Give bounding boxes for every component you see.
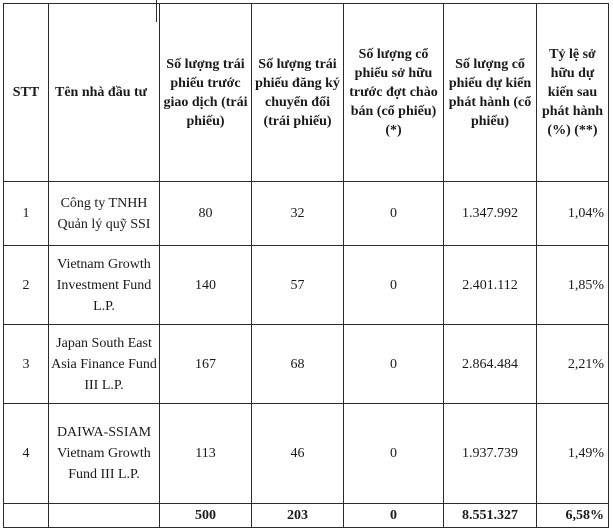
cell-total-ownership-ratio: 6,58% (537, 504, 609, 528)
cell-total-shares-before: 0 (344, 504, 444, 528)
header-bonds-before: Số lượng trái phiếu trước giao dịch (trái phiếu) (160, 4, 252, 182)
cell-bonds-registered: 68 (252, 325, 344, 404)
cell-bonds-registered: 57 (252, 246, 344, 325)
header-bonds-registered: Số lượng trái phiếu đăng ký chuyển đổi (trái phiếu) (252, 4, 344, 182)
cell-stt: 3 (4, 325, 49, 404)
cell-bonds-before: 140 (160, 246, 252, 325)
cell-total-shares-expected: 8.551.327 (444, 504, 537, 528)
table-row (4, 182, 609, 246)
cell-stt: 2 (4, 246, 49, 325)
cell-investor-name: DAIWA-SSIAM Vietnam Growth Fund III L.P. (49, 404, 160, 504)
cell-bonds-registered: 46 (252, 404, 344, 504)
cell-stt: 4 (4, 404, 49, 504)
header-stt: STT (4, 4, 49, 182)
table-total-row (4, 504, 609, 528)
cell-investor-name: Công ty TNHH Quản lý quỹ SSI (49, 182, 160, 246)
cell-shares-expected: 1.937.739 (444, 404, 537, 504)
cell-stt: 1 (4, 182, 49, 246)
cell-total-label (49, 504, 160, 528)
cell-shares-before: 0 (344, 246, 444, 325)
cell-shares-before: 0 (344, 325, 444, 404)
header-shares-expected: Số lượng cổ phiếu dự kiến phát hành (cổ phiếu) (444, 4, 537, 182)
cell-shares-before: 0 (344, 404, 444, 504)
cell-bonds-before: 113 (160, 404, 252, 504)
table-row (4, 325, 609, 404)
table-row (4, 404, 609, 504)
cell-shares-expected: 2.401.112 (444, 246, 537, 325)
cell-total-bonds-registered: 203 (252, 504, 344, 528)
cell-total-stt (4, 504, 49, 528)
cell-ownership-ratio: 1,04% (537, 182, 609, 246)
cell-investor-name: Japan South East Asia Finance Fund III L.P. (49, 325, 160, 404)
cell-ownership-ratio: 1,85% (537, 246, 609, 325)
header-ownership-ratio: Tỷ lệ sở hữu dự kiến sau phát hành (%) (**) (537, 4, 609, 182)
header-shares-before: Số lượng cổ phiếu sở hữu trước đợt chào bán (cổ phiếu) (*) (344, 4, 444, 182)
cell-bonds-registered: 32 (252, 182, 344, 246)
cell-ownership-ratio: 2,21% (537, 325, 609, 404)
cell-shares-expected: 1.347.992 (444, 182, 537, 246)
cell-shares-expected: 2.864.484 (444, 325, 537, 404)
cell-ownership-ratio: 1,49% (537, 404, 609, 504)
cell-investor-name: Vietnam Growth Investment Fund L.P. (49, 246, 160, 325)
cell-total-bonds-before: 500 (160, 504, 252, 528)
table-row (4, 246, 609, 325)
cell-bonds-before: 167 (160, 325, 252, 404)
cell-shares-before: 0 (344, 182, 444, 246)
investor-table-container (3, 3, 609, 528)
cell-bonds-before: 80 (160, 182, 252, 246)
investor-conversion-table (3, 3, 609, 528)
table-header-row (4, 4, 609, 182)
header-investor-name: Tên nhà đầu tư (49, 4, 160, 182)
